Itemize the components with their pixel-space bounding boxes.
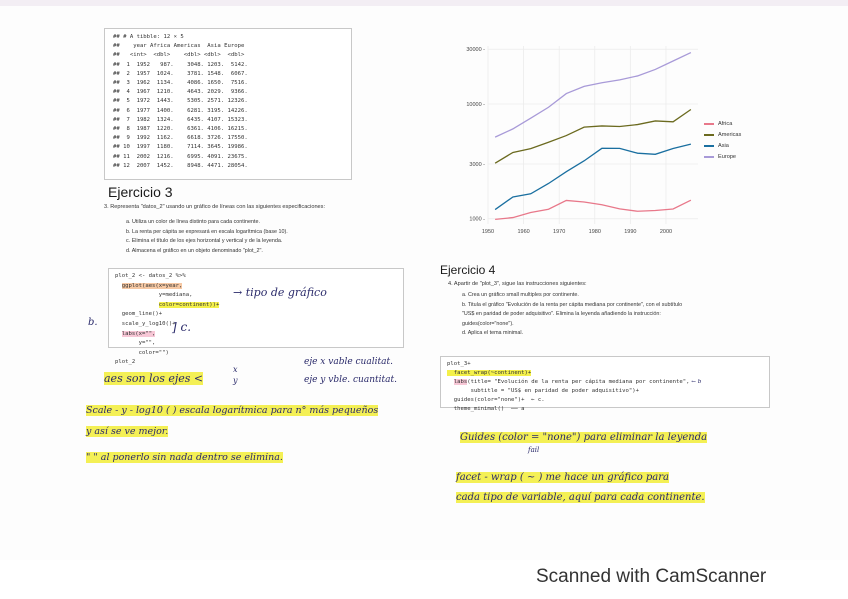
tibble-line: ## 3 1962 1134. 4086. 1650. 7516. <box>113 80 248 87</box>
code-line: guides(color="none")+ ← c. <box>447 397 545 403</box>
code-line: plot_3+ <box>447 361 471 367</box>
b-annotation: ← b <box>689 379 702 385</box>
y-tick-label: 30000 - <box>466 47 485 54</box>
legend-label: Asia <box>718 142 729 149</box>
tibble-line: ## 5 1972 1443. 5305. 2571. 12326. <box>113 98 248 105</box>
guides-sub-note: fail <box>528 446 540 454</box>
ejercicio-4-item: b. Titula el gráfico "Evolución de la renta per cápita mediana por continente", con el subtítulo <box>462 301 683 308</box>
tibble-line: ## 12 2007 1452. 8948. 4471. 28054. <box>113 162 248 169</box>
ejercicio-4-title: Ejercicio 4 <box>440 263 496 277</box>
x-tick-label: 1950 <box>481 229 495 235</box>
facet-highlight: facet_wrap(~continent)+ <box>447 370 532 376</box>
code-line: color="") <box>115 349 169 356</box>
code-line: geom_line()+ <box>115 311 163 318</box>
code-indent <box>115 331 122 337</box>
legend-label: Africa <box>718 120 733 127</box>
ejercicio-3-question: 3. Representa "datos_2" usando un gráfico de líneas con las siguientes especificaciones: <box>104 204 326 210</box>
b-annotation: b. <box>88 317 98 328</box>
legend-label: Americas <box>718 131 742 138</box>
guides-note: Guides (color = "none") para eliminar la leyenda <box>460 432 708 443</box>
aes-x-note: x <box>233 365 238 374</box>
tibble-line: ## 8 1987 1220. 6361. 4106. 16215. <box>113 126 248 133</box>
legend-item-africa <box>704 118 741 129</box>
ejercicio-4-question: 4. Apartir de "plot_3", sigue las instrucciones siguientes: <box>448 281 587 287</box>
ejercicio-3-item: d. Almacena el gráfico en un objeto denominado "plot_2". <box>126 247 263 254</box>
code-line: plot_2 <box>115 359 136 366</box>
tibble-line: ## # A tibble: 12 × 5 <box>113 34 184 40</box>
x-tick-label: 1960 <box>517 229 530 235</box>
series-line-asia <box>495 144 691 209</box>
code-line <box>115 330 397 340</box>
page-top-edge <box>0 0 848 6</box>
labs-highlight: labs <box>453 379 468 385</box>
ejercicio-3-item: c. Elimina el título de los ejes horizontal y vertical y de la leyenda. <box>126 238 283 245</box>
quotes-note: " " al ponerlo sin nada dentro se elimina. <box>86 452 283 463</box>
y-tick-label: 3000 - <box>469 161 485 168</box>
code-line: y="", <box>115 340 156 347</box>
scale-note-2: y así se ve mejor. <box>86 426 169 437</box>
tibble-line: ## 10 1997 1180. 7114. 3645. 19986. <box>113 144 248 151</box>
tipo-grafico-annotation: → tipo de gráfico <box>233 286 327 299</box>
code-line: subtitle = "US$ en paridad de poder adquisitivo")+ <box>447 388 639 394</box>
code-line: plot_2 <- datos_2 %>% <box>115 273 186 279</box>
plot-3-code-block <box>440 356 770 412</box>
legend-swatch <box>704 123 714 125</box>
code-line <box>447 378 763 387</box>
tibble-line: ## year Africa Americas Asia Europe <box>113 43 245 50</box>
ejercicio-4-item: d. Aplica el tema minimal. <box>462 330 524 337</box>
legend-item-europe <box>704 151 741 162</box>
y-tick-label: 1000 - <box>469 216 485 223</box>
ejercicio-4-item: guides(color="none"). <box>462 320 514 327</box>
ejercicio-4-items <box>462 291 762 339</box>
facet-note: facet - wrap ( ~ ) me hace un gráfico para <box>456 472 669 483</box>
eje-x-note: eje x vable cualitat. <box>304 357 393 367</box>
facet-note-2: cada tipo de variable, aquí para cada continente. <box>456 492 705 503</box>
code-indent <box>115 283 122 289</box>
tibble-line: ## 4 1967 1210. 4643. 2029. 9366. <box>113 89 248 96</box>
tibble-line: ## <int> <dbl> <dbl> <dbl> <dbl> <box>113 52 245 59</box>
x-tick-label: 1980 <box>588 229 601 235</box>
labs-highlight: labs(x="", <box>121 330 156 337</box>
code-line: theme_minimal() ── a <box>447 406 525 412</box>
tibble-line: ## 11 2002 1216. 6995. 4091. 23675. <box>113 153 248 160</box>
legend-item-asia <box>704 140 741 151</box>
y-tick-label: 10000 - <box>466 101 485 108</box>
tibble-line: ## 6 1977 1400. 6281. 3195. 14226. <box>113 107 248 114</box>
legend-item-americas <box>704 129 741 140</box>
aes-note: aes son los ejes < <box>104 372 204 385</box>
ggplot-highlight: ggplot(aes(x=year, <box>121 282 183 289</box>
c-annotation: ] c. <box>172 320 192 334</box>
camscanner-watermark: Scanned with CamScanner <box>536 566 767 587</box>
color-highlight: color=continent))+ <box>158 301 220 308</box>
x-tick-label: 1990 <box>624 229 637 235</box>
x-tick-label: 1970 <box>553 229 566 235</box>
tibble-line: ## 7 1982 1324. 6435. 4107. 15323. <box>113 116 248 123</box>
code-line: scale_y_log10()+ <box>115 320 176 327</box>
x-tick-label: 2000 <box>659 229 673 235</box>
series-line-europe <box>495 53 691 138</box>
ejercicio-3-item: a. Utiliza un color de línea distinto para cada continente. <box>126 219 260 225</box>
scale-note: Scale - y - log10 ( ) escala logarítmica para n° más pequeños <box>86 405 379 416</box>
ejercicio-4-item: "US$ en paridad de poder adquisitivo". Elimina la leyenda añadiendo la instrucción: <box>462 311 661 318</box>
ejercicio-4-item: a. Crea un gráfico small multiples por continente. <box>462 292 579 298</box>
series-line-africa <box>495 200 691 219</box>
aes-y-note: y <box>233 376 238 385</box>
code-line <box>115 301 397 311</box>
ejercicio-3-title: Ejercicio 3 <box>108 184 173 200</box>
tibble-line: ## 1 1952 987. 3048. 1203. 5142. <box>113 61 248 68</box>
eje-y-note: eje y vble. cuantitat. <box>304 375 397 385</box>
legend-label: Europe <box>718 153 737 160</box>
code-text: (title= "Evolución de la renta per cápita mediana por continente", <box>467 379 690 385</box>
legend-swatch <box>704 145 714 147</box>
chart-legend <box>704 118 741 162</box>
tibble-line: ## 2 1957 1024. 3781. 1548. 6067. <box>113 70 248 77</box>
tibble-output <box>104 28 352 180</box>
code-indent <box>447 379 454 385</box>
tibble-line: ## 9 1992 1162. 6618. 3726. 17550. <box>113 135 248 142</box>
ejercicio-3-items <box>126 218 288 256</box>
legend-swatch <box>704 156 714 158</box>
ejercicio-3-item: b. La renta per cápita se expresará en escala logarítmica (base 10). <box>126 228 288 235</box>
code-line: y=mediana, <box>115 292 193 299</box>
code-line <box>447 369 763 378</box>
code-indent <box>115 302 159 308</box>
legend-swatch <box>704 134 714 136</box>
